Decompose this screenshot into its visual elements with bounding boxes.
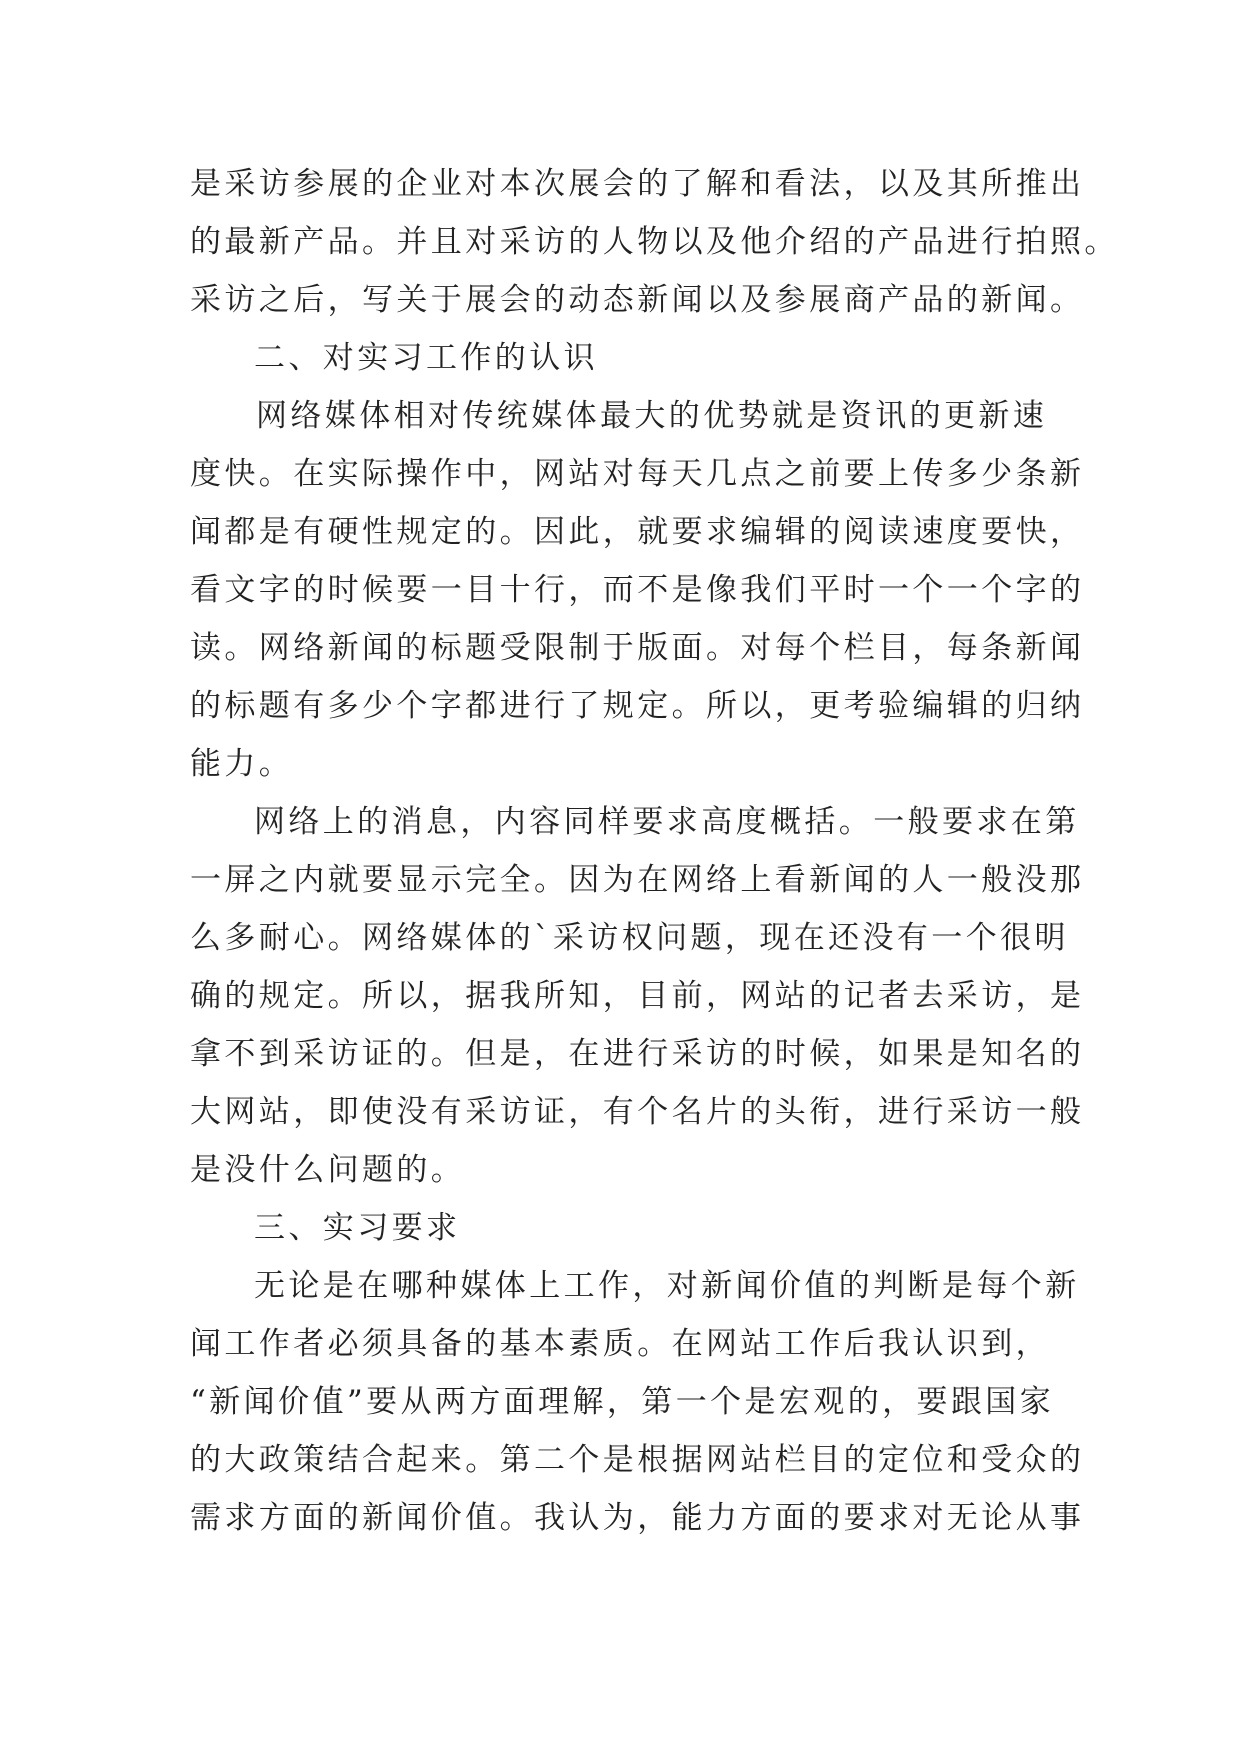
body-line: 读。网络新闻的标题受限制于版面。对每个栏目，每条新闻 [190,630,1085,666]
body-line: 的大政策结合起来。第二个是根据网站栏目的定位和受众的 [190,1442,1085,1478]
body-line: 一屏之内就要显示完全。因为在网络上看新闻的人一般没那 [190,862,1085,898]
body-line: 闻工作者必须具备的基本素质。在网站工作后我认识到， [190,1326,1050,1362]
body-line: 网络媒体相对传统媒体最大的优势就是资讯的更新速 [256,398,1048,434]
body-line: “新闻价值”要从两方面理解，第一个是宏观的，要跟国家 [190,1384,1055,1420]
section-heading: 二、对实习工作的认识 [254,340,598,376]
body-line: 度快。在实际操作中，网站对每天几点之前要上传多少条新 [190,456,1085,492]
body-line: 是没什么问题的。 [190,1152,466,1188]
body-line: 无论是在哪种媒体上工作，对新闻价值的判断是每个新 [254,1268,1080,1304]
section-heading: 三、实习要求 [254,1210,461,1246]
body-line: 闻都是有硬性规定的。因此，就要求编辑的阅读速度要快， [190,514,1085,550]
body-line: 的标题有多少个字都进行了规定。所以，更考验编辑的归纳 [190,688,1085,724]
body-line: 确的规定。所以，据我所知，目前，网站的记者去采访，是 [190,978,1085,1014]
body-line: 的最新产品。并且对采访的人物以及他介绍的产品进行拍照。 [190,224,1119,260]
body-line: 需求方面的新闻价值。我认为，能力方面的要求对无论从事 [190,1500,1085,1536]
body-line: 是采访参展的企业对本次展会的了解和看法，以及其所推出 [190,166,1085,202]
body-line: 网络上的消息，内容同样要求高度概括。一般要求在第 [254,804,1080,840]
body-line: 大网站，即使没有采访证，有个名片的头衔，进行采访一般 [190,1094,1085,1130]
body-line: 拿不到采访证的。但是，在进行采访的时候，如果是知名的 [190,1036,1085,1072]
body-line: 能力。 [190,746,294,782]
body-line: 采访之后，写关于展会的动态新闻以及参展商产品的新闻。 [190,282,1085,318]
body-line: 么多耐心。网络媒体的`采访权问题，现在还没有一个很明 [190,920,1069,956]
body-line: 看文字的时候要一目十行，而不是像我们平时一个一个字的 [190,572,1085,608]
